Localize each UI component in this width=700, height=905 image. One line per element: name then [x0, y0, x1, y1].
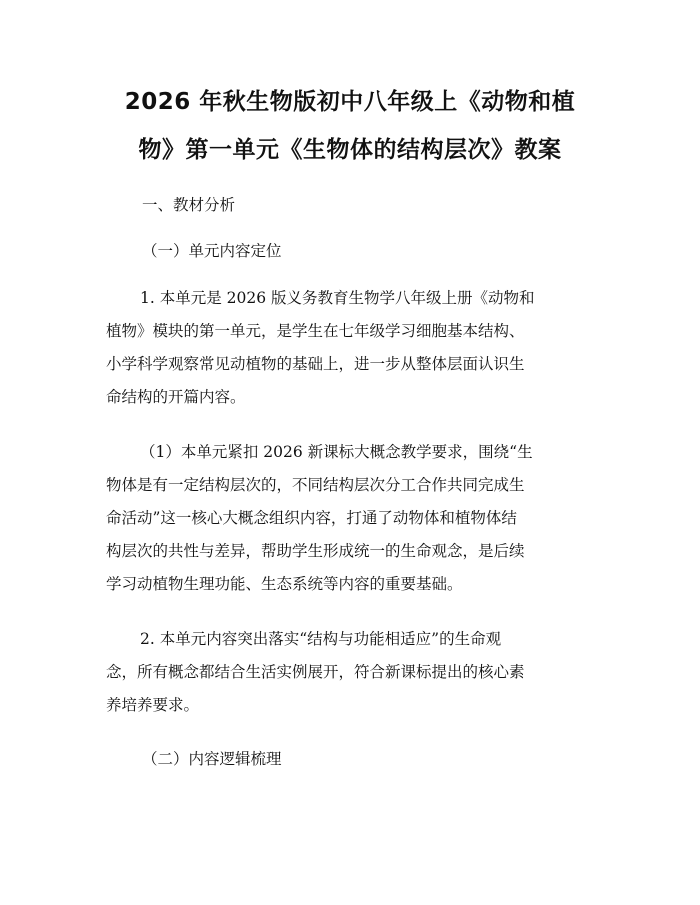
- paragraph-line: 物体是有一定结构层次的，不同结构层次分工合作共同完成生: [106, 476, 525, 494]
- paragraph-item-1: [106, 282, 606, 414]
- paragraph-line: 学习动植物生理功能、生态系统等内容的重要基础。: [106, 575, 463, 593]
- section-heading-teaching-material-analysis: 一、教材分析: [142, 196, 236, 214]
- paragraph-line: 养培养要求。: [106, 696, 200, 714]
- paragraph-line: 念，所有概念都结合生活实例展开，符合新课标提出的核心素: [106, 663, 525, 681]
- subsection-heading-unit-positioning: （一）单元内容定位: [142, 242, 282, 260]
- title-line-1: 2026 年秋生物版初中八年级上《动物和植: [124, 89, 576, 115]
- paragraph-line: 1. 本单元是 2026 版义务教育生物学八年级上册《动物和: [140, 289, 535, 307]
- paragraph-line: 构层次的共性与差异，帮助学生形成统一的生命观念，是后续: [106, 542, 525, 560]
- title-line-2: 物》第一单元《生物体的结构层次》教案: [138, 137, 562, 163]
- paragraph-line: 2. 本单元内容突出落实“结构与功能相适应”的生命观: [140, 630, 502, 648]
- paragraph-line: 命活动”这一核心大概念组织内容，打通了动物体和植物体结: [106, 509, 517, 527]
- paragraph-line: 命结构的开篇内容。: [106, 388, 246, 406]
- paragraph-sub-item-1: [106, 436, 606, 601]
- paragraph-item-2: [106, 623, 606, 722]
- subsection-heading-content-logic: （二）内容逻辑梳理: [142, 750, 282, 768]
- paragraph-line: 植物》模块的第一单元，是学生在七年级学习细胞基本结构、: [106, 322, 525, 340]
- paragraph-line: （1）本单元紧扣 2026 新课标大概念教学要求，围绕“生: [140, 443, 533, 461]
- document-title: [90, 78, 610, 174]
- paragraph-line: 小学科学观察常见动植物的基础上，进一步从整体层面认识生: [106, 355, 525, 373]
